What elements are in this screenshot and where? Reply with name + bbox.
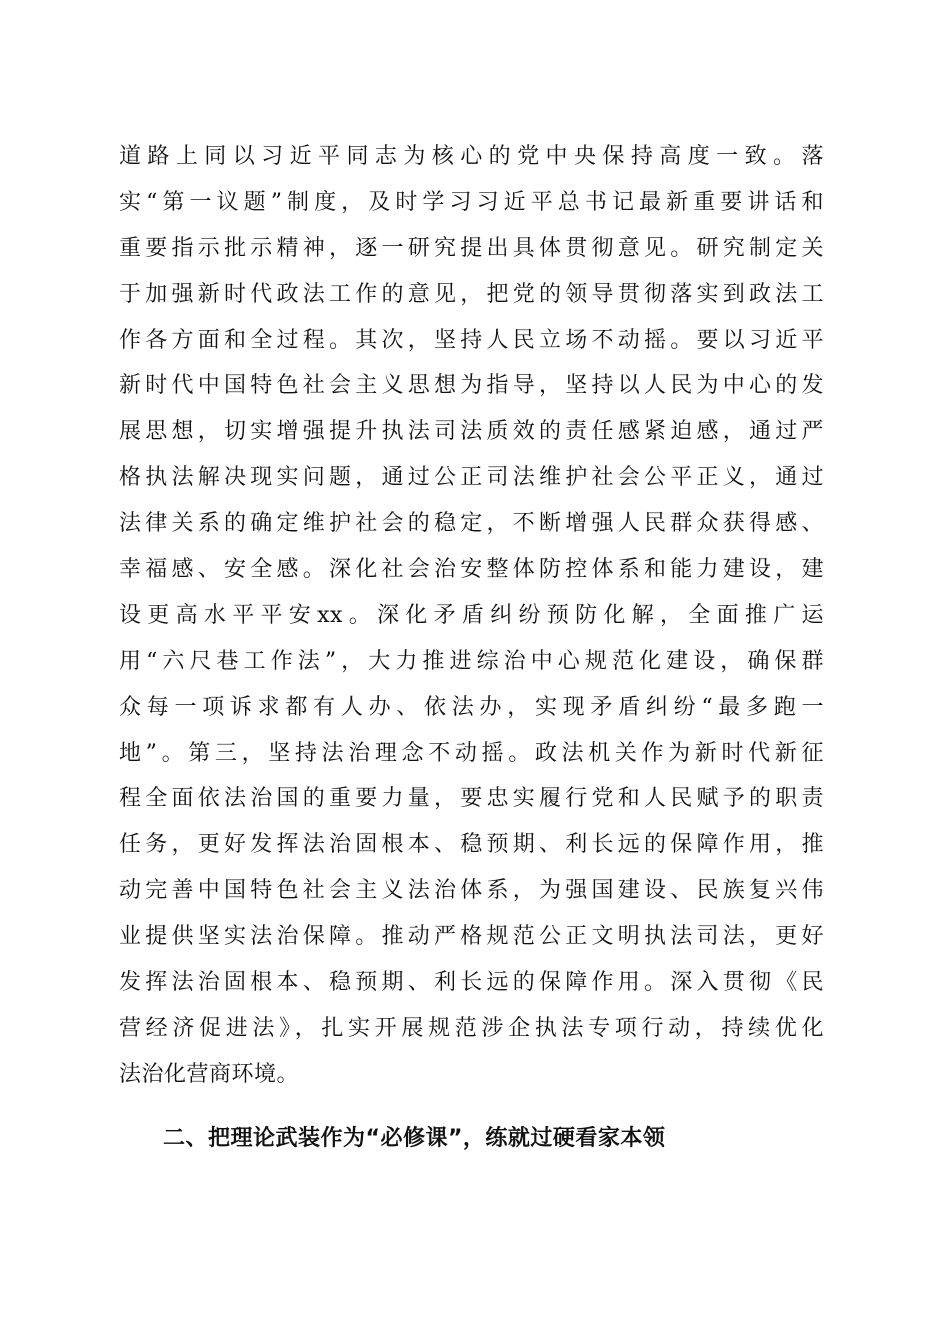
text-line: 法治化营商环境。 — [119, 1061, 300, 1087]
text-line: 于加强新时代政法工作的意见，把党的领导贯彻落实到政法工 — [119, 281, 824, 307]
text-line: 重要指示批示精神，逐一研究提出具体贯彻意见。研究制定关 — [119, 235, 824, 261]
text-line: 展思想，切实增强提升执法司法质效的责任感紧迫感，通过严 — [119, 419, 824, 445]
text-line: 实“第一议题”制度，及时学习习近平总书记最新重要讲话和 — [119, 189, 824, 215]
text-line: 新时代中国特色社会主义思想为指导，坚持以人民为中心的发 — [119, 373, 824, 399]
text-line: 任务，更好发挥法治固根本、稳预期、利长远的保障作用，推 — [119, 832, 824, 858]
text-line: 地”。第三，坚持法治理念不动摇。政法机关作为新时代新征 — [119, 740, 824, 766]
text-line: 众每一项诉求都有人办、依法办，实现矛盾纠纷“最多跑一 — [119, 694, 824, 720]
text-line: 营经济促进法》，扎实开展规范涉企执法专项行动，持续优化 — [119, 1015, 824, 1041]
text-line: 法律关系的确定维护社会的稳定，不断增强人民群众获得感、 — [119, 511, 824, 537]
text-line: 用“六尺巷工作法”，大力推进综治中心规范化建设，确保群 — [119, 648, 824, 674]
text-line: 业提供坚实法治保障。推动严格规范公正文明执法司法，更好 — [119, 924, 824, 950]
text-line: 格执法解决现实问题，通过公正司法维护社会公平正义，通过 — [119, 465, 824, 491]
body-paragraph — [119, 134, 824, 1098]
text-line: 道路上同以习近平同志为核心的党中央保持高度一致。落 — [119, 144, 824, 169]
text-line: 动完善中国特色社会主义法治体系，为强国建设、民族复兴伟 — [119, 878, 824, 904]
text-line: 程全面依法治国的重要力量，要忠实履行党和人民赋予的职责 — [119, 786, 824, 812]
section-heading: 二、把理论武装作为“必修课”，练就过硬看家本领 — [163, 1126, 666, 1151]
text-line: 作各方面和全过程。其次，坚持人民立场不动摇。要以习近平 — [119, 327, 824, 353]
text-line: 发挥法治固根本、稳预期、利长远的保障作用。深入贯彻《民 — [119, 970, 824, 996]
text-line: 幸福感、安全感。深化社会治安整体防控体系和能力建设，建 — [119, 557, 824, 583]
text-line: 设更高水平平安xx。深化矛盾纠纷预防化解，全面推广运 — [119, 602, 824, 628]
